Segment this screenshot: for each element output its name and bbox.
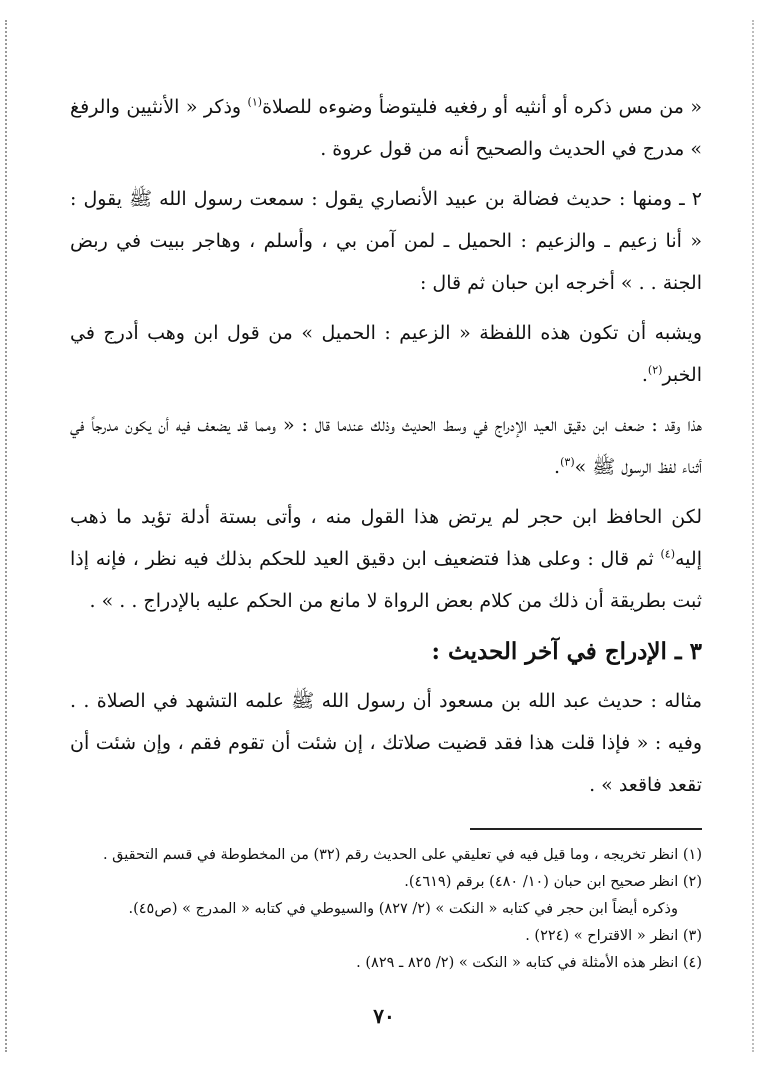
paragraph-text: ٢ ـ ومنها : حديث فضالة بن عبيد الأنصاري يقول : سمعت رسول الله ﷺ يقول : « أنا زعيم ـ والزعيم : الحميل ـ لمن آمن بي ، وأسلم ، وهاجر ببيت في ربض الجنة . . » أخرجه ابن حبان ثم قال : [70,188,702,294]
paragraph-text: « من مس ذكره أو أنثيه أو رفغيه فليتوضأ وضوءه للصلاة [262,96,702,118]
footnote-4: (٤) انظر هذه الأمثلة في كتابه « النكت » (٢/ ٨٢٥ ـ ٨٢٩) . [356,955,702,971]
footnote-1: (١) انظر تخريجه ، وما قيل فيه في تعليقي على الحديث رقم (٣٢) من المخطوطة في قسم التحقيق . [102,847,702,863]
paragraph-5 [70,496,702,622]
paragraph-text-cont: . [641,364,648,386]
paragraph-text-cont: . [554,456,561,478]
right-margin-dots [752,20,754,1052]
footnote-3: (٣) انظر « الاقتراح » (٢٢٤) . [525,928,702,944]
paragraph-4 [70,404,702,488]
paragraph-text-cont: وذكر « الأنثيين والرفغ » مدرج في الحديث والصحيح أنه من قول عروة . [70,96,702,160]
paragraph-6 [70,680,702,806]
section-heading: ٣ ـ الإدراج في آخر الحديث : [431,638,702,665]
paragraph-2 [70,178,702,304]
paragraph-text: ويشبه أن تكون هذه اللفظة « الزعيم : الحميل » من قول ابن وهب أدرج في الخبر [70,322,702,386]
paragraph-3 [70,312,702,396]
footnote-ref-1[interactable]: (١) [247,95,263,109]
footnote-2: (٢) انظر صحيح ابن حبان (١٠/ ٤٨٠) برقم (٤٦١٩). [404,874,702,890]
footnote-ref-2[interactable]: (٢) [647,363,663,377]
paragraph-text-cont: ثم قال : وعلى هذا فتضعيف ابن دقيق العيد للحكم بذلك فيه نظر ، فإنه إذا ثبت بطريقة أن ذلك من كلام بعض الرواة لا مانع من الحكم عليه بالإدراج . . » . [70,548,702,612]
footnote-ref-3[interactable]: (٣) [560,455,575,469]
paragraph-text: لكن الحافظ ابن حجر لم يرتض هذا القول منه ، وأتى بستة أدلة تؤيد ما ذهب إليه [70,506,702,570]
paragraph-text: مثاله : حديث عبد الله بن مسعود أن رسول الله ﷺ علمه التشهد في الصلاة . . وفيه : « فإذا قلت هذا فقد قضيت صلاتك ، إن شئت أن تقوم فقم ، وإن شئت أن تقعد فاقعد » . [70,690,702,796]
footnote-ref-4[interactable]: (٤) [660,547,675,561]
page-number: ٧٠ [373,1004,395,1028]
footnote-separator [470,828,702,830]
paragraph-text: هذا وقد : ضعف ابن دقيق العيد الإدراج في وسط الحديث وذلك عندما قال : « ومما قد يضعف فيه أن يكون مدرجاً في أثناء لفظ الرسول ﷺ » [70,414,702,478]
paragraph-1 [70,86,702,170]
footnote-2-continued: وذكره أيضاً ابن حجر في كتابه « النكت » (٢/ ٨٢٧) والسيوطي في كتابه « المدرج » (ص٤٥). [128,901,678,917]
page-body [70,86,702,977]
left-margin-dots [5,20,7,1052]
